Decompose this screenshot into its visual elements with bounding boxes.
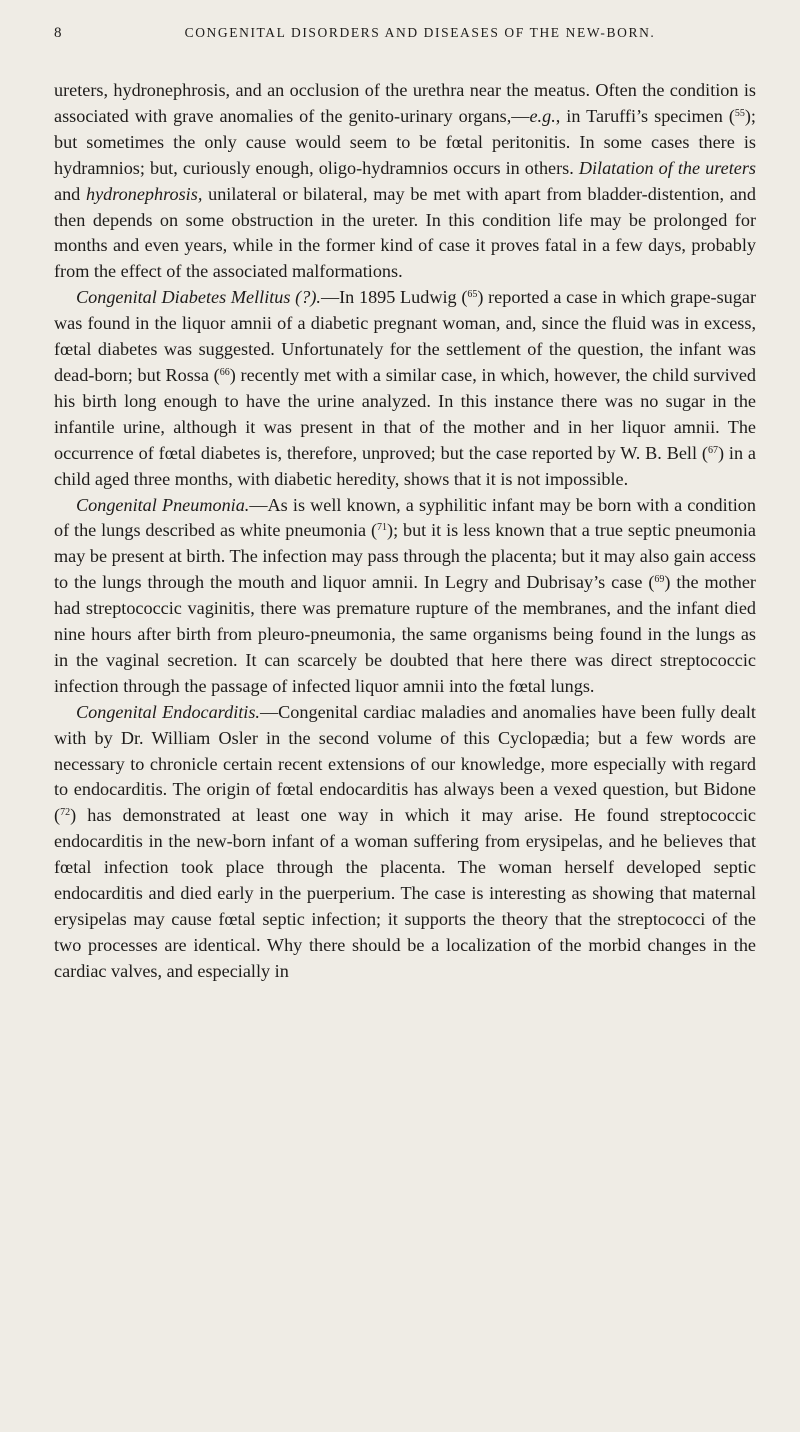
reference-number: 69: [654, 574, 665, 586]
reference-number: 67: [707, 444, 718, 456]
reference-number: 66: [219, 366, 230, 378]
body-text-span: —In 1895 Ludwig (: [320, 287, 468, 308]
body-text-span: ) has demonstrated at least one way in which it may arise. He found streptococcic endocarditis in the new-born infant of a woman suffering from erysipelas, and he believes that fœtal infection took place through the placenta. The woman herself developed septic endocarditis and died early in the puerperium. The case is interesting as showing that maternal erysipelas may cause fœtal septic infection; it supports the theory that the streptococci of the two processes are identical. Why there should be a localization of the morbid changes in the cardiac valves, and especially in: [54, 805, 756, 981]
body-text-span: —As is well known, a syphilitic infant may be born with a condition of the lungs described as white pneumonia (: [54, 494, 756, 541]
paragraph-endocarditis: [54, 700, 756, 985]
reference-number: 72: [60, 807, 71, 819]
italic-text: e.g.: [529, 105, 556, 126]
paragraph-urinary: [54, 78, 756, 285]
reference-number: 71: [377, 522, 388, 534]
reference-number: 65: [467, 289, 478, 301]
body-text: [54, 78, 756, 985]
body-text-span: ) in a child aged three months, with diabetic heredity, shows that it is not impossible.: [54, 442, 756, 489]
body-text-span: ); but it is less known that a true septic pneumonia may be present at birth. The infection may pass through the placenta; but it may also gain access to the lungs through the mouth and liquor amnii. In Legry and Dubrisay’s case (: [54, 520, 756, 593]
body-text-span: ureters, hydronephrosis, and an occlusion of the urethra near the meatus. Often the condition is associated with grave anomalies of the genito-urinary organs,—: [54, 80, 756, 126]
paragraph-diabetes: [54, 285, 756, 492]
section-heading: Congenital Endocarditis.: [76, 701, 260, 722]
body-text-span: ) reported a case in which grape-sugar was found in the liquor amnii of a diabetic pregnant woman, and, since the fluid was in excess, fœtal diabetes was suggested. Unfortunately for the settlement of the question, the infant was dead-born; but Rossa (: [54, 287, 756, 385]
reference-number: 55: [734, 107, 745, 119]
body-text-span: ); but sometimes the only cause would seem to be fœtal peritonitis. In some cases there is hydramnios; but, curiously enough, oligo-hydramnios occurs in others.: [54, 105, 756, 178]
section-heading: Congenital Diabetes Mellitus (?).: [76, 287, 321, 308]
italic-text: hydronephrosis,: [86, 183, 203, 204]
body-text-span: , in Taruffi’s specimen (: [555, 105, 735, 126]
page-number: 8: [54, 25, 63, 41]
body-text-span: —Congenital cardiac maladies and anomalies have been fully dealt with by Dr. William Osler in the second volume of this Cyclopædia; but a few words are necessary to chronicle certain recent extensions of our knowledge, more especially with regard to endocarditis. The origin of fœtal endocarditis has always been a vexed question, but Bidone (: [54, 701, 756, 826]
body-text-span: ) the mother had streptococcic vaginitis, there was premature rupture of the membranes, and the infant died nine hours after birth from pleuro-pneumonia, the same organisms being found in the lungs as in the vaginal secretion. It can scarcely be doubted that here there was direct streptococcic infection through the passage of infected liquor amnii into the fœtal lungs.: [54, 572, 756, 696]
body-text-span: unilateral or bilateral, may be met with apart from bladder-distention, and then depends on some obstruction in the ureter. In this condition life may be prolonged for months and even years, while in the former kind of case it proves fatal in a few days, probably from the effect of the associated malformations.: [54, 183, 756, 282]
body-text-span: and: [54, 183, 86, 204]
running-title: CONGENITAL DISORDERS AND DISEASES OF THE NEW-BORN.: [184, 25, 656, 40]
paragraph-pneumonia: [54, 493, 756, 700]
italic-text: Dilatation of the ureters: [578, 157, 756, 178]
section-heading: Congenital Pneumonia.: [76, 494, 250, 515]
body-text-span: ) recently met with a similar case, in which, however, the child survived his birth long enough to have the urine analyzed. In this instance there was no sugar in the infantile urine, although it was present in that of the mother and in her liquor amnii. The occurrence of fœtal diabetes is, therefore, unproved; but the case reported by W. B. Bell (: [54, 364, 756, 463]
running-head: [54, 18, 756, 48]
